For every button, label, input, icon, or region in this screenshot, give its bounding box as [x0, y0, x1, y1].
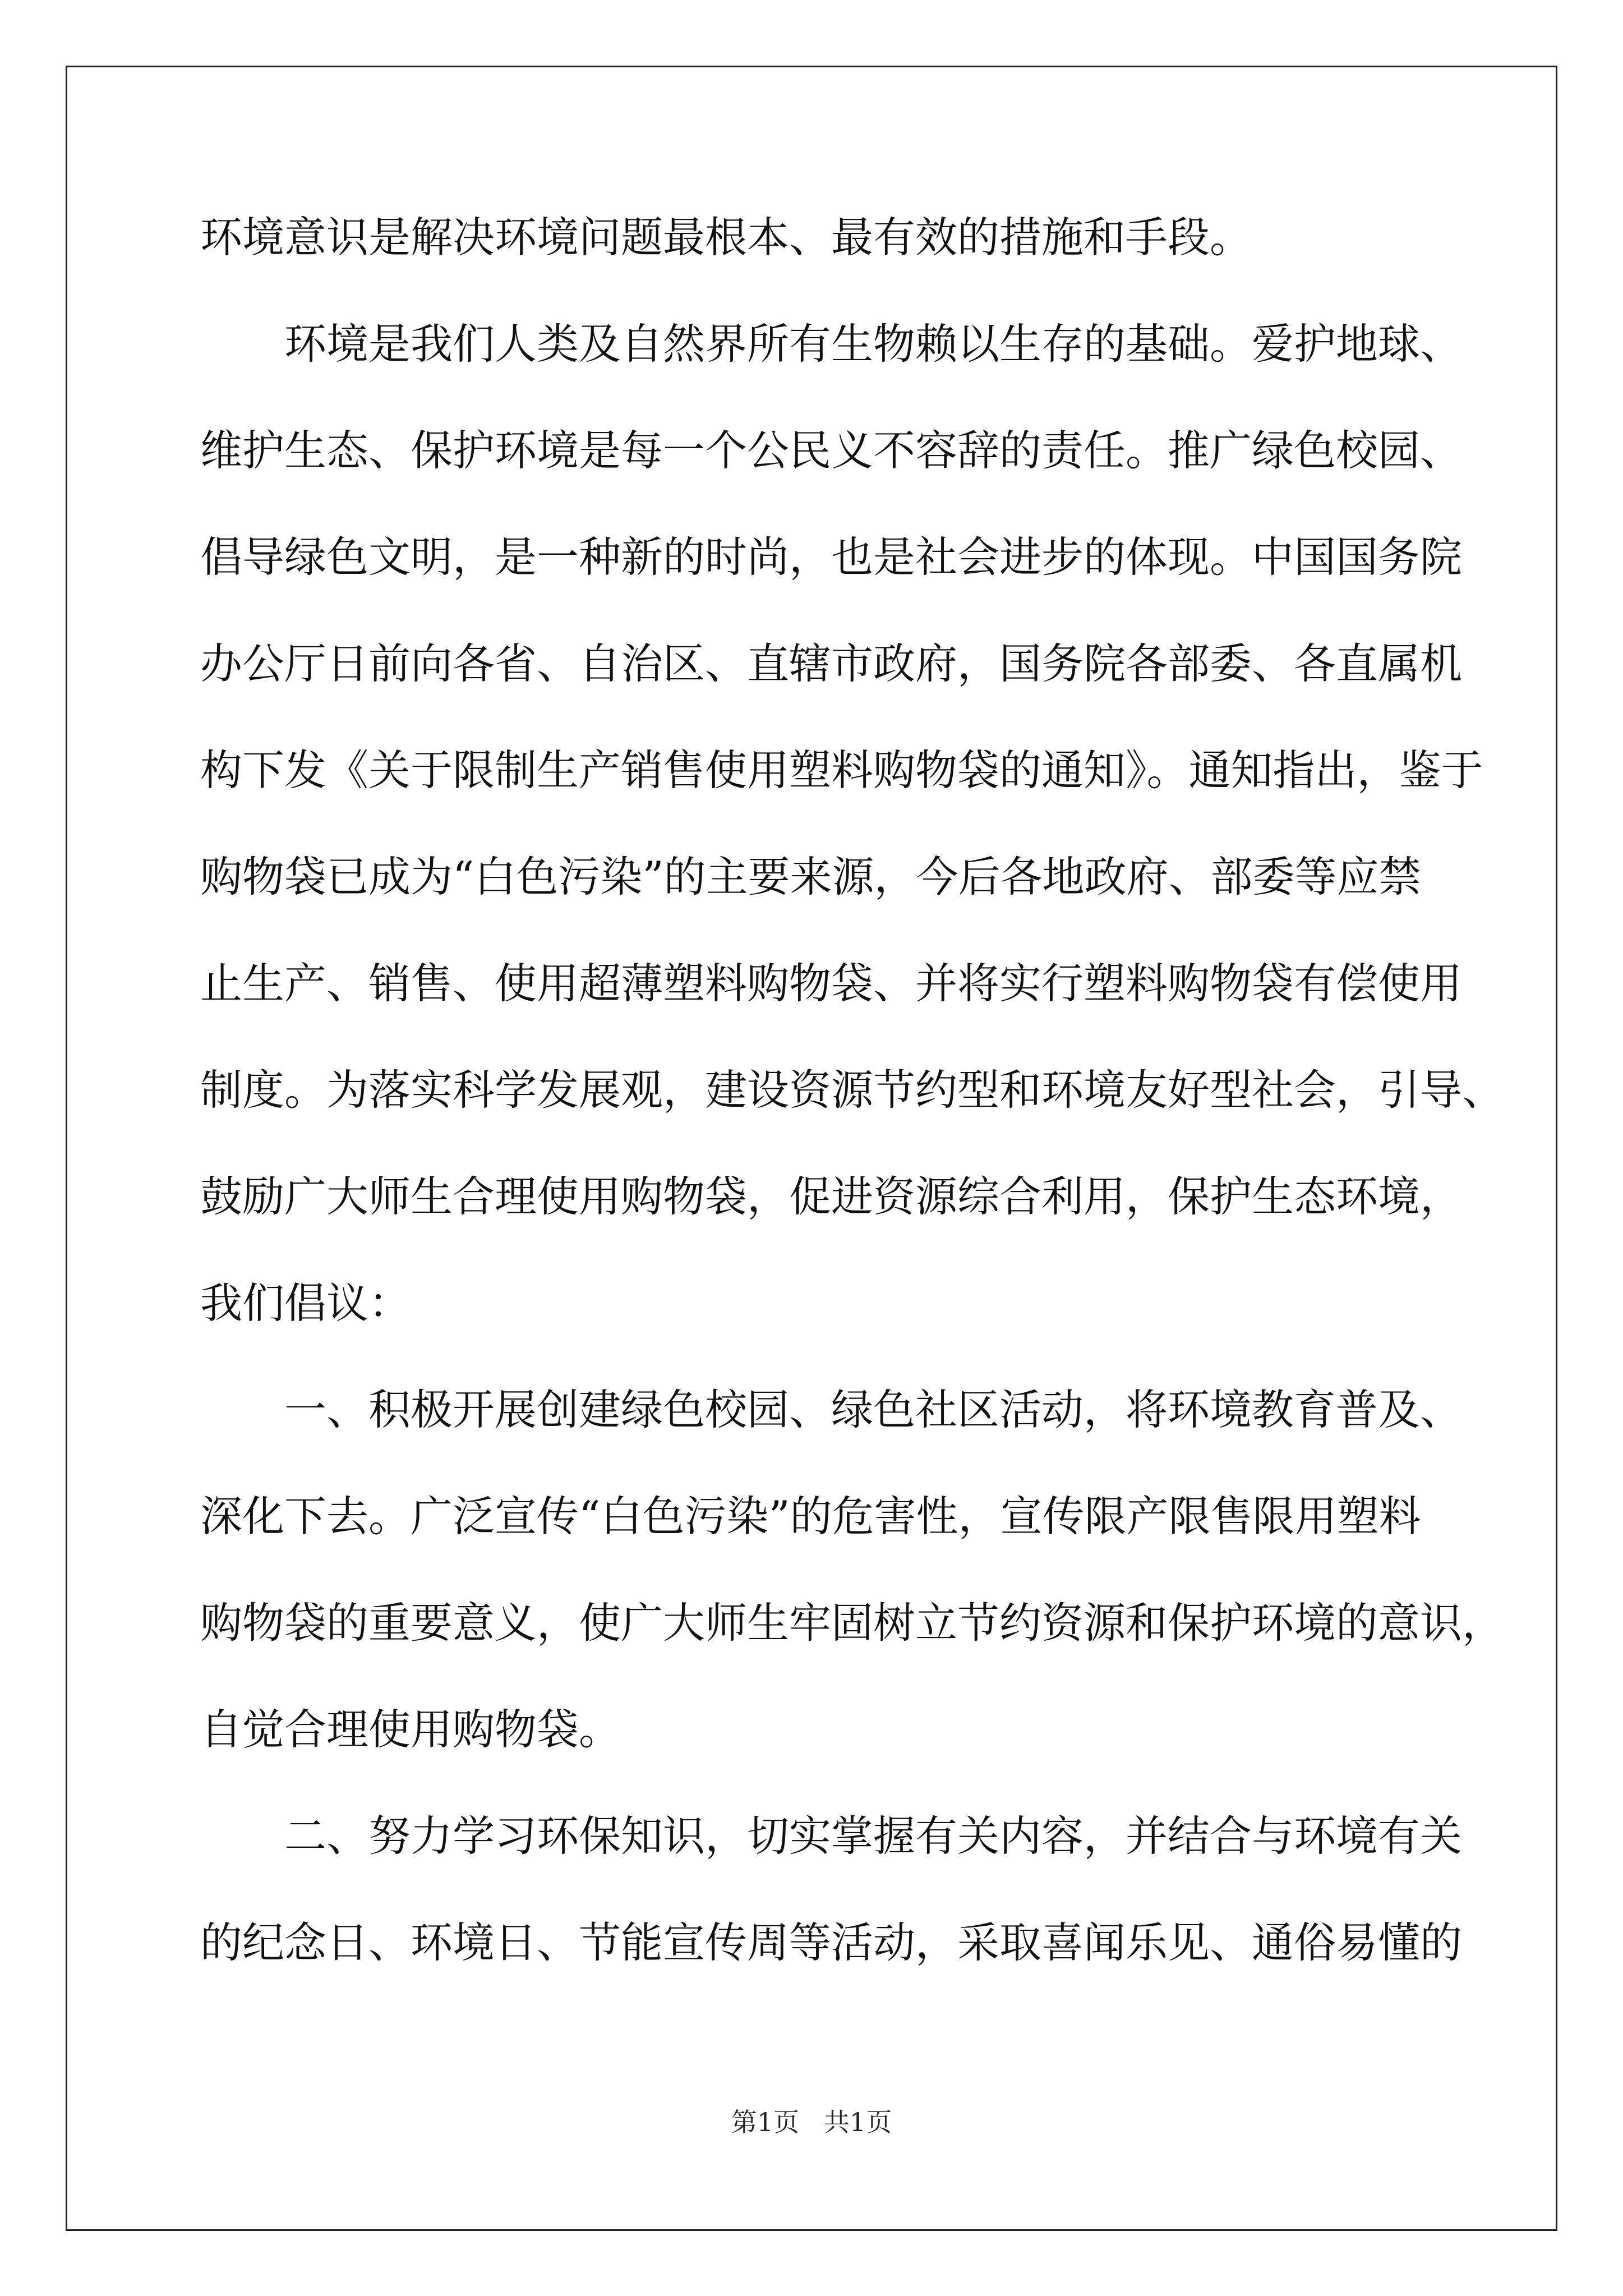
text-line: 止生产、销售、使用超薄塑料购物袋、并将实行塑料购物袋有偿使用 — [200, 959, 1463, 1008]
page-number-footer: 第1页 共1页 — [731, 2107, 892, 2137]
text-line: 购物袋的重要意义，使广大师生牢固树立节约资源和保护环境的意识， — [200, 1598, 1505, 1648]
text-line: 购物袋已成为“白色污染”的主要来源，今后各地政府、部委等应禁 — [200, 852, 1421, 901]
text-line: 深化下去。广泛宣传“白色污染”的危害性，宣传限产限售限用塑料 — [200, 1492, 1421, 1541]
text-line: 制度。为落实科学发展观，建设资源节约型和环境友好型社会，引导、 — [200, 1065, 1505, 1115]
text-line: 环境意识是解决环境问题最根本、最有效的措施和手段。 — [200, 213, 1252, 262]
text-line: 倡导绿色文明，是一种新的时尚，也是社会进步的体现。中国国务院 — [200, 532, 1463, 582]
text-line: 一、积极开展创建绿色校园、绿色社区活动，将环境教育普及、 — [284, 1385, 1463, 1434]
text-line: 二、努力学习环保知识，切实掌握有关内容，并结合与环境有关 — [284, 1811, 1463, 1861]
text-line: 办公厅日前向各省、自治区、直辖市政府，国务院各部委、各直属机 — [200, 639, 1463, 688]
text-line: 我们倡议： — [200, 1278, 411, 1328]
text-line: 鼓励广大师生合理使用购物袋，促进资源综合利用，保护生态环境， — [200, 1172, 1463, 1221]
text-line: 环境是我们人类及自然界所有生物赖以生存的基础。爱护地球、 — [284, 319, 1463, 369]
text-line: 的纪念日、环境日、节能宣传周等活动，采取喜闻乐见、通俗易懂的 — [200, 1918, 1463, 1967]
text-line: 维护生态、保护环境是每一个公民义不容辞的责任。推广绿色校园、 — [200, 426, 1463, 475]
page-border — [66, 66, 1557, 2231]
text-line: 构下发《关于限制生产销售使用塑料购物袋的通知》。通知指出，鉴于 — [200, 746, 1483, 795]
text-line: 自觉合理使用购物袋。 — [200, 1705, 621, 1754]
